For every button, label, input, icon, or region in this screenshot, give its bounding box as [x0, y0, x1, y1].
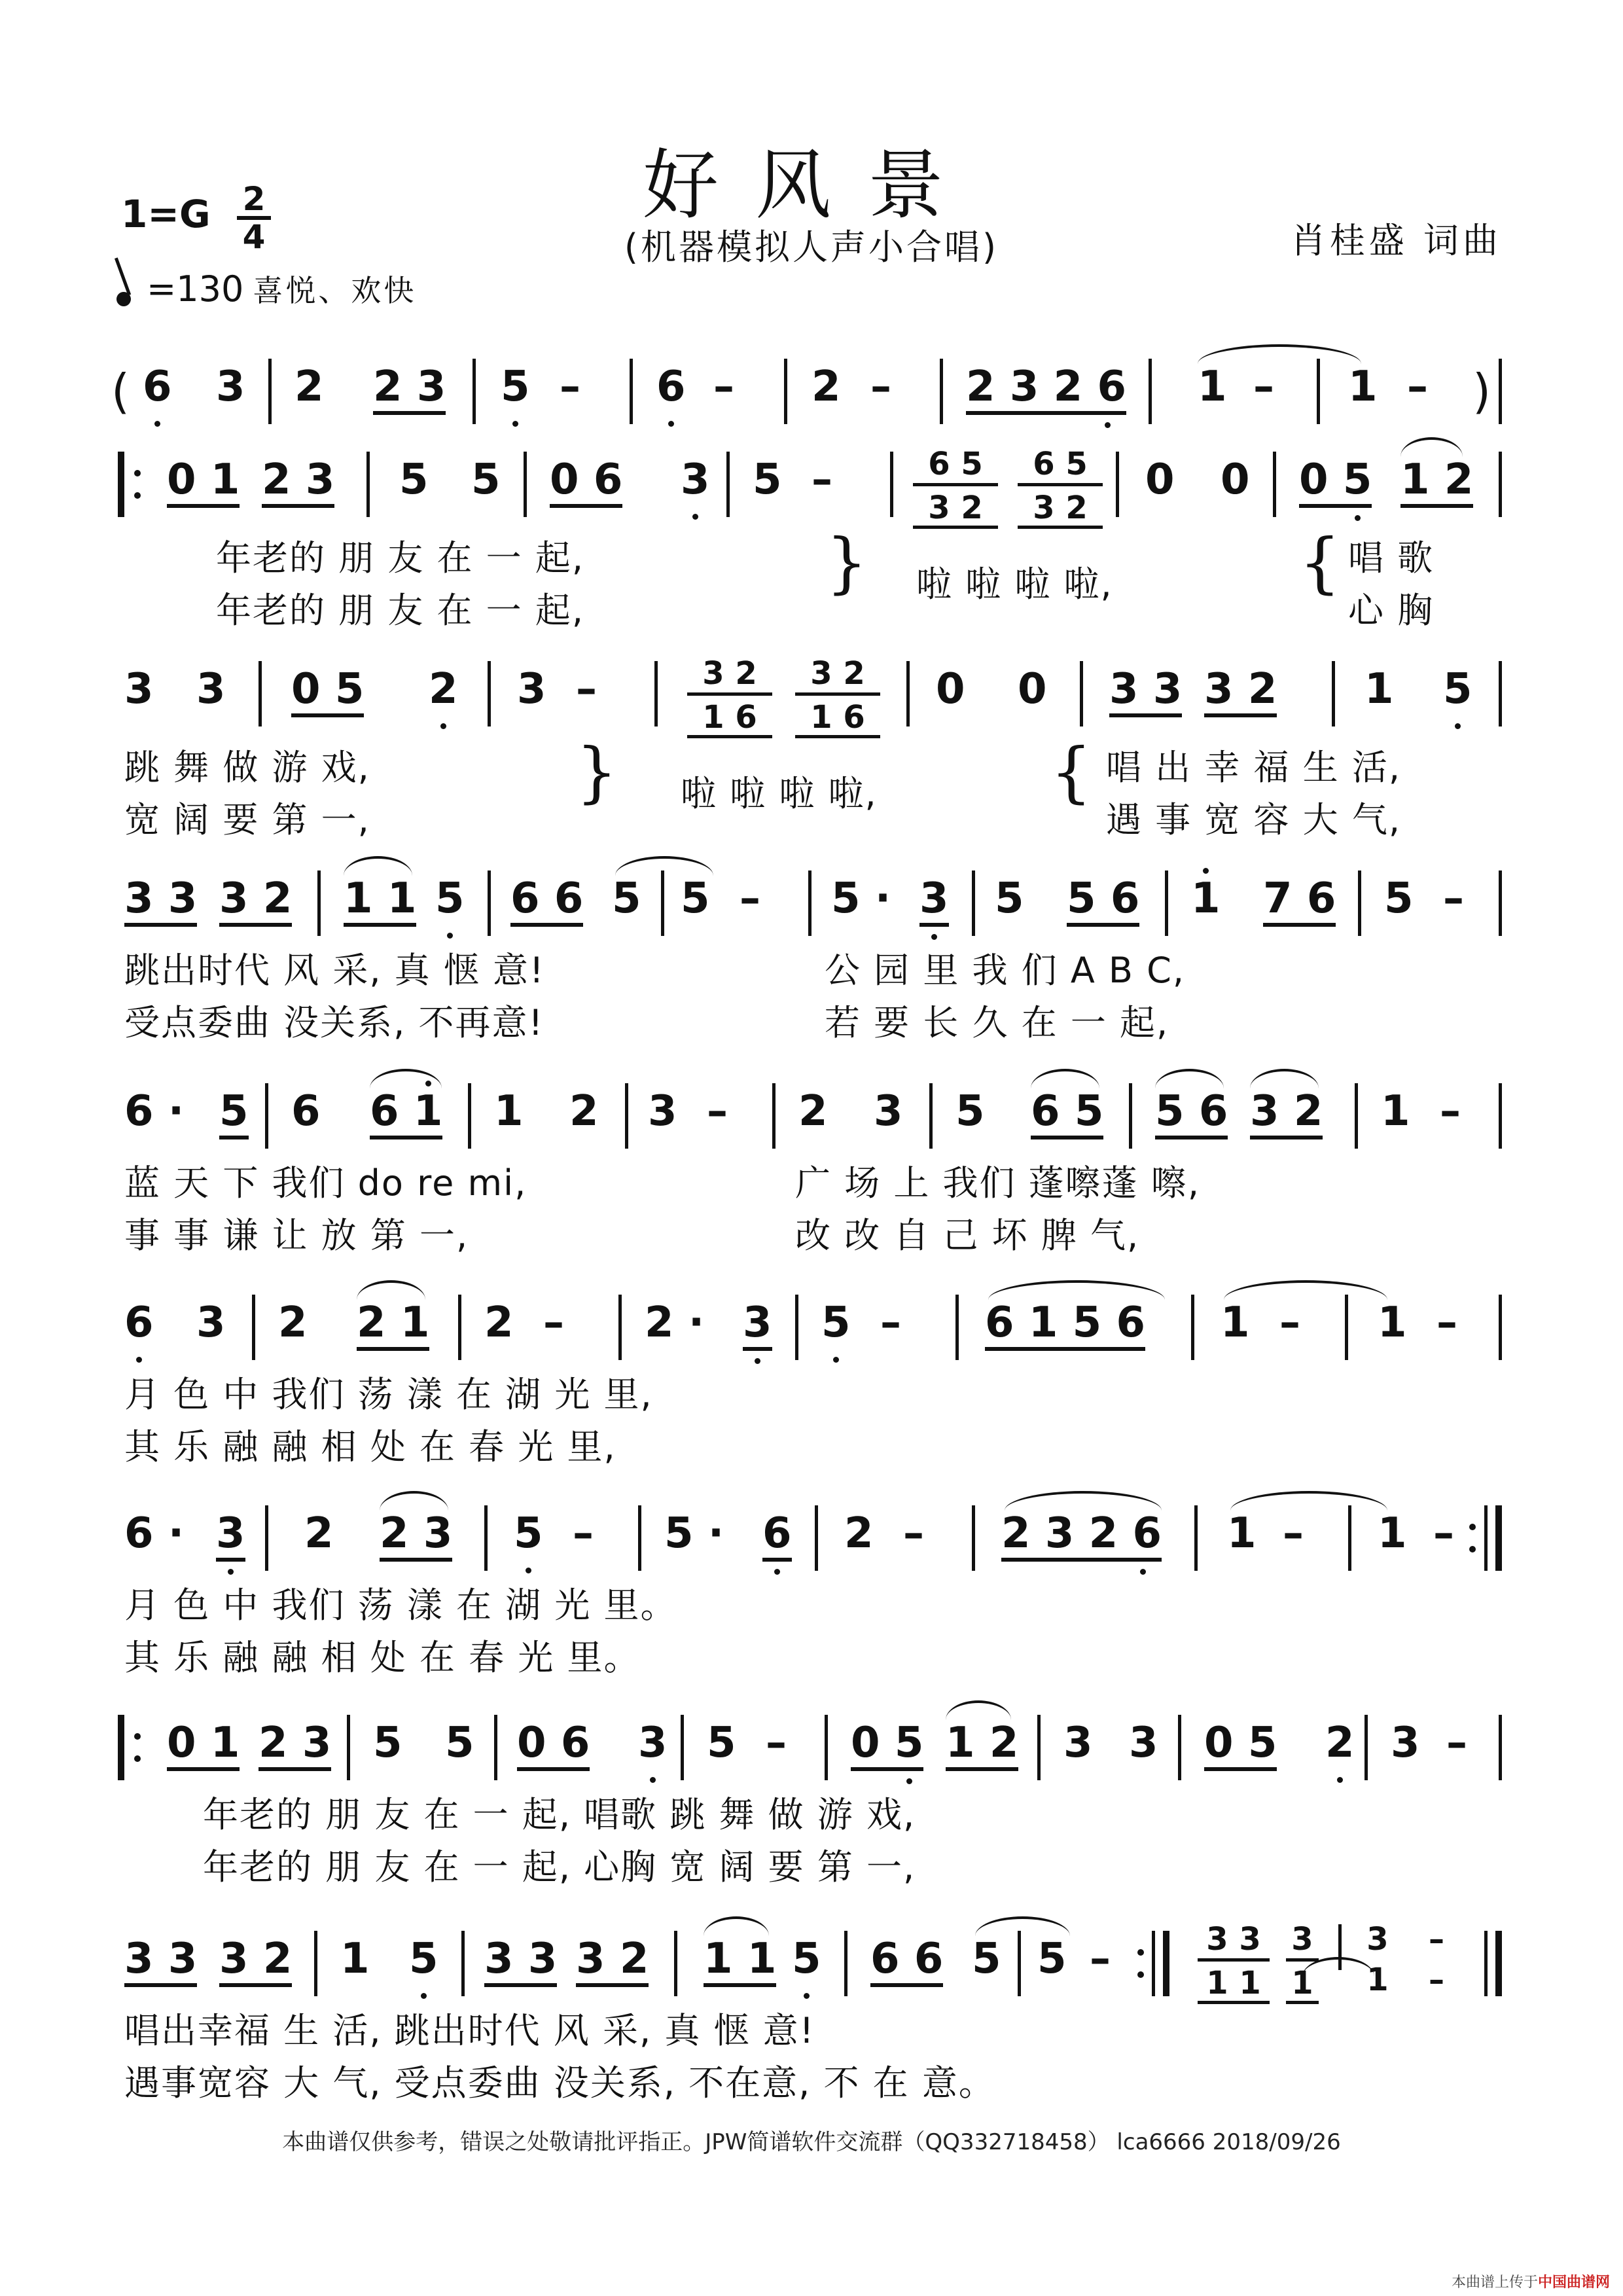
repeat-dots [1469, 1524, 1476, 1552]
note: 2 · [645, 1299, 705, 1347]
note: – [766, 1719, 787, 1767]
chord: 3 1 [1366, 1921, 1389, 1998]
note: 1 [1191, 876, 1221, 922]
note: 2 3 [373, 364, 446, 415]
barline [1358, 870, 1361, 936]
note: 3 [1063, 1719, 1093, 1767]
lyric-line: 其 乐 融 融 相 处 在 春 光 里。 [124, 1637, 641, 1678]
note: 1 2 [1400, 457, 1473, 508]
note: 1 [1378, 1509, 1407, 1558]
barline [795, 1295, 798, 1360]
note: – [713, 363, 734, 411]
close-paren: ) [1472, 364, 1491, 419]
barline [661, 870, 664, 936]
barline [1165, 870, 1168, 936]
barline [638, 1505, 641, 1571]
note: – [880, 1299, 901, 1347]
lyric-line: 遇事宽容 大 气, 受点委曲 没关系, 不在意, 不 在 意。 [124, 2062, 995, 2104]
note: 0 6 [517, 1720, 590, 1771]
note: 5 [955, 1087, 985, 1136]
note: 3 [216, 1511, 245, 1562]
lyric-line: 改 改 自 己 坏 脾 气, [795, 1215, 1140, 1256]
barline [1191, 1295, 1194, 1360]
note: 5 · [664, 1509, 724, 1558]
note: 1 1 [344, 876, 416, 927]
lyric-line: 宽 阔 要 第 一, [124, 799, 370, 840]
lyric-line: 受点委曲 没关系, 不再意! [124, 1002, 544, 1043]
note: 3 [638, 1720, 668, 1766]
open-paren: ( [111, 364, 130, 419]
lyric-line: 遇 事 宽 容 大 气, [1106, 799, 1401, 840]
time-signature [237, 182, 271, 254]
time-numerator: 2 [237, 182, 271, 220]
note: 5 [753, 456, 782, 504]
barline [265, 1083, 268, 1149]
note: – [1443, 874, 1464, 923]
tie [1230, 1491, 1387, 1511]
insert-lyric: 啦 啦 啦 啦, [916, 564, 1113, 605]
note: 2 3 2 6 [966, 364, 1126, 415]
barline [1499, 359, 1502, 424]
note: 3 [216, 363, 245, 411]
barline [268, 359, 272, 424]
note: 5 [681, 874, 710, 923]
note: 3 2 [219, 1936, 292, 1987]
lyric-brace: { [1050, 734, 1092, 810]
note: 1 [340, 1935, 370, 1983]
note: 5 [399, 456, 429, 504]
lyric-brace: } [826, 524, 868, 601]
lyric-line: 月 色 中 我们 荡 漾 在 湖 光 里。 [124, 1585, 677, 1626]
note: 5 [514, 1511, 543, 1556]
note: 0 [936, 665, 965, 713]
note: – [1436, 1299, 1457, 1347]
note: 1 1 [704, 1936, 776, 1987]
note: 0 1 [167, 1720, 240, 1771]
barline [1018, 1931, 1021, 1996]
tie [344, 856, 412, 876]
note: 0 5 [1204, 1720, 1277, 1771]
barline [940, 359, 943, 424]
note: 1 [1348, 363, 1378, 411]
note: 5 [409, 1936, 438, 1982]
note: 6 5 [1031, 1088, 1103, 1139]
repeat-dots [1137, 1949, 1144, 1978]
barline [618, 1295, 622, 1360]
note: 1 2 [946, 1720, 1018, 1771]
note: 2 [812, 363, 841, 411]
barline [1484, 1931, 1488, 1996]
lyric-line: 年老的 朋 友 在 一 起, 心胸 宽 阔 要 第 一, [203, 1846, 916, 1888]
note: 3 [124, 665, 154, 713]
barline [1194, 1505, 1198, 1571]
note: 3 [1391, 1719, 1420, 1767]
note: 2 [844, 1509, 874, 1558]
barline [1364, 1715, 1368, 1780]
note: – [1407, 363, 1428, 411]
lyric-line: 公 园 里 我 们 A B C, [825, 950, 1186, 991]
tempo-marking [116, 267, 416, 310]
composer-credit: 肖桂盛 词曲 [1290, 220, 1502, 261]
note: – [1433, 1509, 1454, 1558]
barline [972, 1505, 975, 1571]
note: 6 6 [870, 1936, 943, 1987]
lyric-line: 广 场 上 我们 蓬嚓蓬 嚓, [795, 1162, 1200, 1204]
note: 0 5 [851, 1720, 923, 1771]
barline [906, 661, 910, 726]
note: – [903, 1509, 924, 1558]
time-denominator: 4 [242, 218, 266, 256]
tie [704, 1916, 769, 1936]
note: 0 5 [1299, 457, 1372, 508]
tie [1250, 1069, 1319, 1088]
note: – [1440, 1087, 1461, 1136]
note: 1 [494, 1087, 524, 1136]
note: 5 [1384, 874, 1414, 923]
note: 6 [656, 364, 686, 410]
repeat-end [1163, 1931, 1169, 1996]
note: 5 [972, 1935, 1001, 1983]
note: 2 1 [357, 1300, 429, 1351]
note: 5 [445, 1719, 474, 1767]
lyric-line: 年老的 朋 友 在 一 起, [216, 537, 584, 579]
barline [314, 1931, 317, 1996]
barline [488, 661, 491, 726]
barline [1116, 452, 1119, 517]
note: 5 [435, 876, 465, 922]
note: 5 [792, 1936, 821, 1982]
barline [265, 1505, 268, 1571]
tie [357, 1280, 425, 1300]
barline [461, 1931, 465, 1996]
barline [473, 359, 476, 424]
barline [1129, 1083, 1132, 1149]
note: 6 [762, 1511, 792, 1562]
barline [784, 359, 787, 424]
barline [929, 1083, 933, 1149]
barline [674, 1931, 677, 1996]
note: 5 [373, 1719, 402, 1767]
note: 3 [681, 457, 710, 503]
site-watermark [1452, 2271, 1610, 2291]
note: 3 3 [1109, 666, 1182, 717]
barline [252, 1295, 255, 1360]
tie [988, 1280, 1165, 1300]
expression-text: 喜悦、欢快 [253, 273, 417, 308]
note: 1 [1221, 1299, 1250, 1347]
barline [1499, 1715, 1502, 1780]
note: 7 6 [1263, 876, 1336, 927]
barline [1499, 1295, 1502, 1360]
note: 6 1 [370, 1088, 442, 1139]
note: 1 [1381, 1087, 1410, 1136]
note: 3 2 [219, 876, 292, 927]
watermark-brand: 中国曲谱网 [1537, 2274, 1610, 2291]
lyric-line: 事 事 谦 让 放 第 一, [124, 1215, 469, 1256]
barline [484, 1505, 488, 1571]
note: 3 [196, 1299, 226, 1347]
insert-lyric: 啦 啦 啦 啦, [681, 773, 878, 814]
note: 5 [219, 1088, 249, 1139]
barline [972, 870, 975, 936]
barline [1499, 661, 1502, 726]
note: 3 [874, 1087, 903, 1136]
watermark-prefix: 本曲谱上传于 [1451, 2274, 1538, 2291]
note: – [1090, 1935, 1111, 1983]
note: 3 [743, 1300, 772, 1351]
quarter-note-icon [115, 290, 133, 308]
lyric-line: 月 色 中 我们 荡 漾 在 湖 光 里, [124, 1374, 653, 1415]
barline [654, 661, 658, 726]
barline [1484, 1505, 1488, 1571]
tie [975, 1916, 1070, 1936]
lyric-line: 年老的 朋 友 在 一 起, [216, 590, 584, 631]
note: 6 [143, 364, 172, 410]
repeat-start [118, 1715, 124, 1780]
barline [681, 1715, 684, 1780]
note: 5 [471, 456, 501, 504]
note: 2 [798, 1087, 828, 1136]
lyric-line: 唱 出 幸 福 生 活, [1106, 747, 1401, 788]
barline [825, 1715, 828, 1780]
barline [1273, 452, 1276, 517]
note: – [573, 1509, 594, 1558]
repeat-start [118, 452, 124, 517]
note: 3 [517, 665, 546, 713]
note: 0 [1145, 456, 1175, 504]
note: 2 3 2 6 [1001, 1511, 1162, 1562]
lyric-line: 其 乐 融 融 相 处 在 春 光 里, [124, 1426, 616, 1467]
note: 2 [304, 1509, 334, 1558]
barline [1178, 1715, 1181, 1780]
lyric-line: 跳 舞 做 游 戏, [124, 747, 370, 788]
chord: 6 5 3 2 [913, 446, 998, 529]
barline [1345, 1295, 1348, 1360]
tie [380, 1491, 448, 1511]
barline [366, 452, 370, 517]
barline [488, 870, 491, 936]
note: 5 [501, 364, 530, 410]
footer-note: 本曲谱仅供参考，错误之处敬请批评指正。JPW简谱软件交流群（QQ332718458） lca6666 2018/09/26 [282, 2129, 1341, 2155]
barline [494, 1715, 497, 1780]
note: 5 6 [1067, 876, 1139, 927]
note: 6 · [124, 1087, 185, 1136]
barline [468, 1083, 471, 1149]
barline [1037, 1715, 1041, 1780]
note: 2 [294, 363, 324, 411]
note: 6 [124, 1300, 154, 1346]
tie [1005, 1491, 1162, 1511]
repeat-dots [134, 1733, 141, 1762]
barline [1152, 1931, 1155, 1996]
barline [1499, 870, 1502, 936]
note: – [812, 456, 832, 504]
barline [726, 452, 730, 517]
note: 0 5 [291, 666, 364, 717]
note: 1 [1364, 665, 1394, 713]
tie [1031, 1069, 1099, 1088]
tie [1198, 344, 1361, 364]
lyric-line: 唱 歌 [1348, 537, 1435, 579]
lyric-line: 唱出幸福 生 活, 跳出时代 风 采, 真 惬 意! [124, 2010, 815, 2051]
lyric-line: 年老的 朋 友 在 一 起, 唱歌 跳 舞 做 游 戏, [203, 1794, 916, 1835]
note: 6 1 5 6 [985, 1300, 1145, 1351]
note: 5 6 [1155, 1088, 1228, 1139]
note: – [1253, 363, 1274, 411]
note: 3 2 [1204, 666, 1277, 717]
barline [1355, 1083, 1358, 1149]
repeat-end [1495, 1505, 1502, 1571]
tie [615, 856, 713, 876]
barline [259, 661, 262, 726]
note: 1 [1198, 363, 1227, 411]
tie [1400, 437, 1463, 457]
note: 5 [1443, 666, 1472, 712]
note: 2 [569, 1087, 599, 1136]
note: 3 [1129, 1719, 1158, 1767]
barline [1149, 359, 1152, 424]
barline [524, 452, 527, 517]
barline [1499, 452, 1502, 517]
lyric-line: 跳出时代 风 采, 真 惬 意! [124, 950, 545, 991]
chord: – – [1429, 1921, 1444, 1998]
chord: 3 3 1 1 [1198, 1922, 1270, 2004]
lyric-brace: } [576, 734, 618, 810]
lyric-brace: { [1299, 524, 1341, 601]
barline [347, 1715, 350, 1780]
note: 2 3 [262, 457, 334, 508]
lyric-line: 心 胸 [1348, 590, 1435, 631]
chord: 3 2 1 6 [795, 656, 880, 738]
barline [1499, 1083, 1502, 1149]
note: 3 3 [124, 1936, 197, 1987]
note: 5 [707, 1719, 736, 1767]
note: 5 [821, 1300, 851, 1346]
key-signature: 1=G [121, 192, 211, 236]
note: 3 3 [124, 876, 197, 927]
barline [1317, 359, 1320, 424]
note: 1 [1227, 1509, 1257, 1558]
barline [955, 1295, 959, 1360]
note: 0 6 [550, 457, 622, 508]
note: 2 [484, 1299, 514, 1347]
barline [772, 1083, 776, 1149]
note: 2 [1325, 1720, 1355, 1766]
note: 2 3 [380, 1511, 452, 1562]
tie [1224, 1280, 1387, 1300]
note: 0 [1221, 456, 1250, 504]
tie [370, 1069, 442, 1088]
note: 5 [1037, 1935, 1067, 1983]
score-subtitle: (机器模拟人声小合唱) [624, 226, 999, 268]
note: 3 [648, 1087, 677, 1136]
note: 5 [612, 874, 641, 923]
note: 3 [196, 665, 226, 713]
note: 0 [1018, 665, 1047, 713]
note: 2 [429, 666, 458, 712]
note: – [1279, 1299, 1300, 1347]
barline [625, 1083, 628, 1149]
note: 3 2 [576, 1936, 649, 1987]
note: 2 [278, 1299, 308, 1347]
barline [458, 1295, 461, 1360]
note: 0 1 [167, 457, 240, 508]
note: 3 [919, 876, 949, 927]
note: – [870, 363, 891, 411]
note: – [1446, 1719, 1467, 1767]
note: – [707, 1087, 728, 1136]
tempo-value: =130 [147, 268, 244, 310]
barline [1080, 661, 1083, 726]
note: 2 3 [259, 1720, 331, 1771]
note: – [543, 1299, 564, 1347]
score-title: 好风景 [643, 141, 980, 230]
barline [890, 452, 893, 517]
barline [844, 1931, 847, 1996]
note: 5 · [831, 874, 891, 923]
barline [630, 359, 633, 424]
note: 3 2 [1250, 1088, 1323, 1139]
tie [946, 1700, 1011, 1720]
final-barline [1495, 1931, 1502, 1996]
note: 6 6 [510, 876, 583, 927]
barline [815, 1505, 818, 1571]
note: – [740, 874, 760, 923]
note: 3 3 [484, 1936, 557, 1987]
chord: 3 1 [1286, 1922, 1319, 2004]
lyric-line: 若 要 长 久 在 一 起, [825, 1002, 1169, 1043]
note: – [576, 665, 597, 713]
barline [1348, 1505, 1351, 1571]
lyric-line: 蓝 天 下 我们 do re mi, [124, 1162, 527, 1204]
note: 5 [995, 874, 1024, 923]
note: 1 [1378, 1299, 1407, 1347]
barline [1332, 661, 1335, 726]
repeat-dots [134, 470, 141, 499]
note: – [560, 363, 580, 411]
tie [1155, 1069, 1224, 1088]
chord: 6 5 3 2 [1018, 446, 1103, 529]
note: 6 [291, 1087, 321, 1136]
chord: 3 2 1 6 [687, 656, 772, 738]
barline [317, 870, 321, 936]
note: 6 · [124, 1509, 185, 1558]
barline [808, 870, 812, 936]
note: – [1283, 1509, 1304, 1558]
